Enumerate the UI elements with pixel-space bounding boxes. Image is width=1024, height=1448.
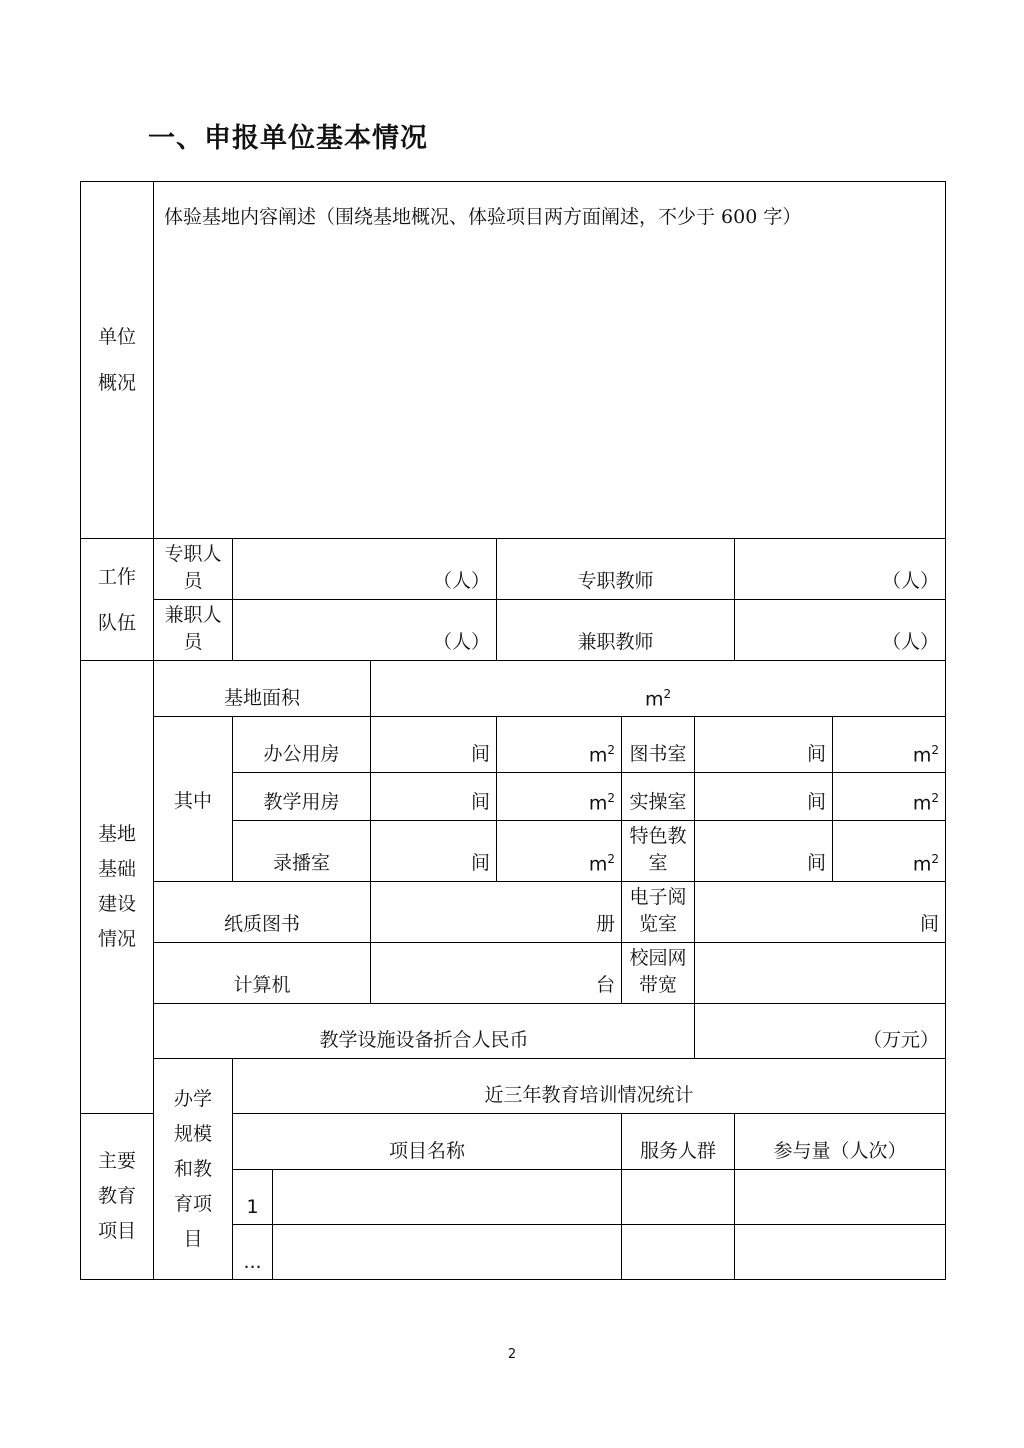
library-label: 图书室 (622, 717, 695, 773)
library-area-field[interactable]: $m^2$ (833, 717, 946, 773)
bandwidth-label: 校园网带宽 (622, 943, 695, 1004)
practice-rooms-field[interactable]: 间 (695, 773, 833, 821)
base-area-field[interactable]: $m^2$ (371, 661, 946, 717)
col-audience: 服务人群 (622, 1114, 735, 1170)
e-reading-label: 电子阅览室 (622, 882, 695, 943)
base-area-row (81, 661, 946, 717)
office-label: 办公用房 (233, 717, 371, 773)
teaching-area-field[interactable]: $m^2$ (497, 773, 622, 821)
teaching-label: 教学用房 (233, 773, 371, 821)
overview-content-field[interactable] (154, 182, 946, 539)
project-name-field[interactable] (273, 1170, 622, 1225)
office-area-field[interactable]: $m^2$ (497, 717, 622, 773)
practice-label: 实操室 (622, 773, 695, 821)
participation-field[interactable] (735, 1225, 946, 1280)
special-area-field[interactable]: $m^2$ (833, 821, 946, 882)
section-heading: 一、申报单位基本情况 (148, 123, 428, 154)
special-rooms-field[interactable]: 间 (695, 821, 833, 882)
row-ellipsis: ... (233, 1225, 273, 1280)
audience-field[interactable] (622, 1170, 735, 1225)
main-projects-label: 主要 教育 项目 (81, 1114, 154, 1280)
base-area-label: 基地面积 (154, 661, 371, 717)
practice-area-field[interactable]: $m^2$ (833, 773, 946, 821)
fulltime-teachers-field[interactable]: （人） (735, 539, 946, 600)
paper-books-field[interactable]: 册 (371, 882, 622, 943)
recording-label: 录播室 (233, 821, 371, 882)
books-row (81, 882, 946, 943)
computers-row (81, 943, 946, 1004)
application-form-table (80, 181, 946, 1280)
e-reading-field[interactable]: 间 (695, 882, 946, 943)
equipment-value-field[interactable]: （万元） (695, 1004, 946, 1059)
page-number: 2 (507, 1347, 517, 1362)
stats-title: 近三年教育培训情况统计 (233, 1059, 946, 1114)
scale-label: 办学 规模 和教 育项 目 (154, 1059, 233, 1280)
recording-rooms-field[interactable]: 间 (371, 821, 497, 882)
equipment-value-label: 教学设施设备折合人民币 (154, 1004, 695, 1059)
staff-label: 工作 队伍 (81, 539, 154, 661)
participation-field[interactable] (735, 1170, 946, 1225)
overview-row (81, 182, 946, 539)
row-number: 1 (233, 1170, 273, 1225)
paper-books-label: 纸质图书 (154, 882, 371, 943)
col-participation: 参与量（人次） (735, 1114, 946, 1170)
facilities-label: 基地 基础 建设 情况 (81, 661, 154, 1114)
bandwidth-field[interactable] (695, 943, 946, 1004)
fulltime-staff-field[interactable]: （人） (233, 539, 497, 600)
library-rooms-field[interactable]: 间 (695, 717, 833, 773)
parttime-teachers-field[interactable]: （人） (735, 600, 946, 661)
teaching-rooms-field[interactable]: 间 (371, 773, 497, 821)
of-which-label: 其中 (154, 717, 233, 882)
special-label: 特色教室 (622, 821, 695, 882)
parttime-teachers-label: 兼职教师 (497, 600, 735, 661)
staff-row-fulltime (81, 539, 946, 600)
overview-prompt: 体验基地内容阐述（围绕基地概况、体验项目两方面阐述，不少于 600 字） (164, 206, 802, 228)
office-rooms-field[interactable]: 间 (371, 717, 497, 773)
parttime-staff-field[interactable]: （人） (233, 600, 497, 661)
project-name-field[interactable] (273, 1225, 622, 1280)
fulltime-staff-label: 专职人员 (154, 539, 233, 600)
fulltime-teachers-label: 专职教师 (497, 539, 735, 600)
equipment-value-row (81, 1004, 946, 1059)
staff-row-parttime (81, 600, 946, 661)
parttime-staff-label: 兼职人员 (154, 600, 233, 661)
audience-field[interactable] (622, 1225, 735, 1280)
computers-field[interactable]: 台 (371, 943, 622, 1004)
recording-area-field[interactable]: $m^2$ (497, 821, 622, 882)
computers-label: 计算机 (154, 943, 371, 1004)
col-project-name: 项目名称 (233, 1114, 622, 1170)
overview-label: 单位 概况 (81, 182, 154, 539)
office-row (81, 717, 946, 773)
stats-title-row (81, 1059, 946, 1114)
